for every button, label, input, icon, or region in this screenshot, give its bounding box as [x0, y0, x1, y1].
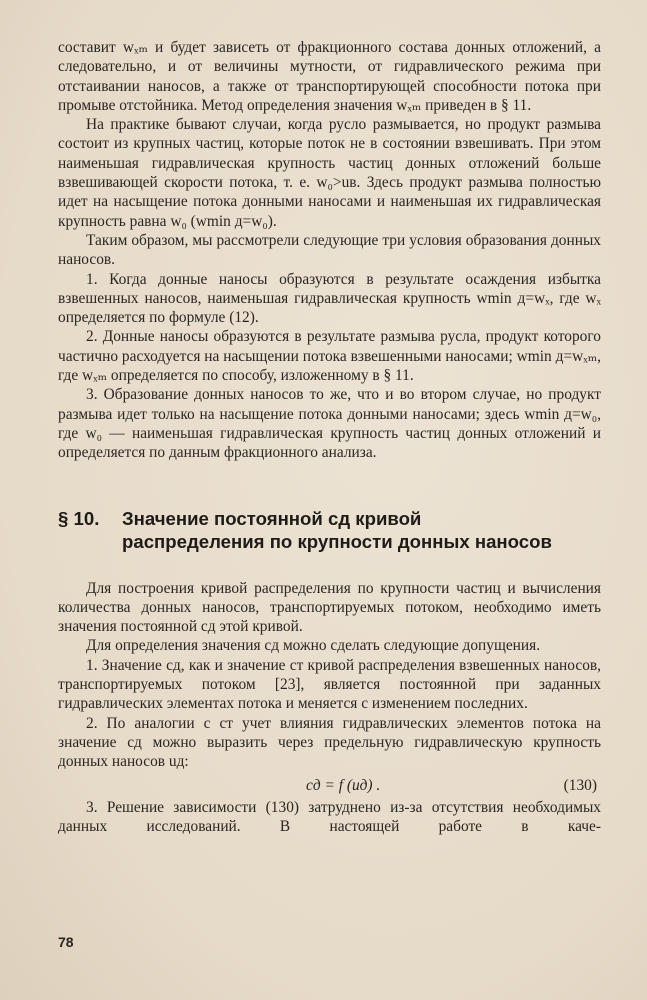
paragraph: На практике бывают случаи, когда русло размывается, но продукт размыва состоит из крупных частиц, которые поток не в состоянии взвешивать. При этом наименьшая гидравлическая крупность частиц донных отложений больше взвешивающей скорости потока, т. е. w₀>uв. Здесь продукт размыва полностью идет на насыщение потока донными наносами и наименьшая их гидравлическая крупность равна w₀ (wmin д=w₀).: [58, 116, 601, 230]
formula-line: [58, 774, 601, 798]
paragraph: Для построения кривой распределения по крупности частиц и вычисления количества донных наносов, транспортируемых потоком, необходимо иметь значения постоянной cд этой кривой.: [58, 579, 601, 636]
paragraph: 1. Значение cд, как и значение cт кривой распределения взвешенных наносов, транспортируемых потоком [23], является постоянной при заданных гидравлических элементах потока и меняется с изменением последних.: [58, 656, 601, 713]
paragraph: Таким образом, мы рассмотрели следующие три условия образования донных наносов.: [58, 231, 601, 269]
paragraph: 1. Когда донные наносы образуются в результате осаждения избытка взвешенных наносов, наименьшая гидравлическая крупность wmin д=wₓ, где wₓ определяется по формуле (12).: [58, 270, 601, 327]
paragraph: 3. Решение зависимости (130) затруднено из-за отсутствия необходимых данных исследований. В настоящей работе в каче-: [58, 798, 601, 835]
section-number: § 10.: [58, 507, 100, 529]
section-title-line-2: распределения по крупности донных наносов: [122, 530, 552, 552]
formula-number: (130): [563, 776, 597, 794]
paragraph: составит wₓₘ и будет зависеть от фракционного состава донных отложений, а следовательно, и от величины мутности, от гидравлического режима при отстаивании наносов, а также от транспортирующей способности потока при промыве отстойника. Метод определения значения wₓₘ приведен в § 11.: [58, 39, 601, 114]
section-title-line-1: Значение постоянной cд кривой: [122, 507, 422, 529]
formula-expression: cд = f (uд) .: [306, 776, 381, 794]
paragraph: 3. Образование донных наносов то же, что и во втором случае, но продукт размыва идет только на насыщение потока донными наносами; здесь wmin д=w₀, где w₀ — наименьшая гидравлическая крупность частиц донных отложений и определяется по данным фракционного анализа.: [58, 386, 601, 462]
paragraph: 2. Донные наносы образуются в результате размыва русла, продукт которого частично расходуется на насыщении потока взвешенными наносами; wmin д=wₓₘ, где wₓₘ определяется по способу, изложенному в § 11.: [58, 328, 601, 385]
section-heading: [58, 507, 601, 553]
paragraph: 2. По аналогии с cт учет влияния гидравлических элементов потока на значение cд можно выразить через предельную гидравлическую крупность донных наносов uд:: [58, 714, 601, 771]
paragraph: Для определения значения cд можно сделать следующие допущения.: [86, 637, 541, 655]
page-number: 78: [58, 934, 74, 950]
